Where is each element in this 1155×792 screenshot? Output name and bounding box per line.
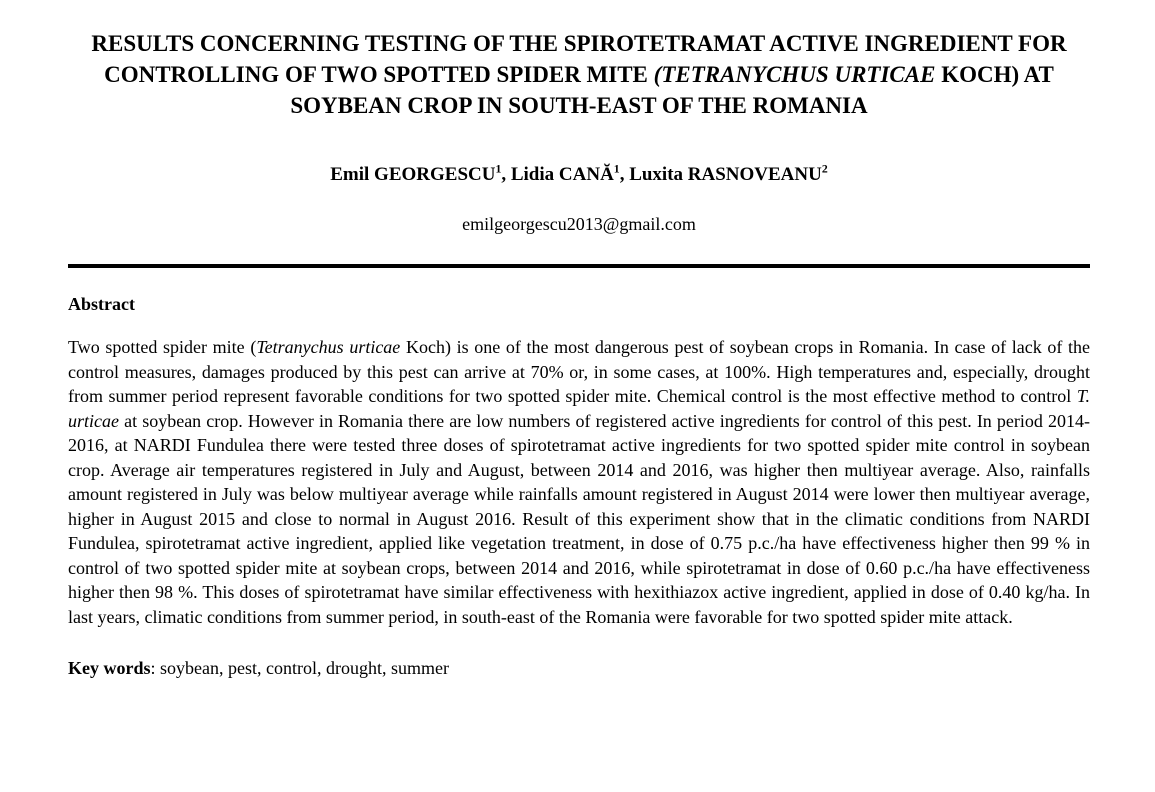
paper-title: RESULTS CONCERNING TESTING OF THE SPIROTETRAMAT ACTIVE INGREDIENT FOR CONTROLLING OF TWO SPOTTED SPIDER MITE (TETRANYCHUS URTICAE KOCH) AT SOYBEAN CROP IN SOUTH-EAST OF THE ROMANIA [91, 31, 1067, 118]
authors-line: Emil GEORGESCU$^1$, Lidia CANĂ$^1$, Luxita RASNOVEANU$^2$ [330, 162, 828, 185]
contact-email: emilgeorgescu2013@gmail.com [462, 214, 696, 234]
keywords-line: Key words: soybean, pest, control, drought, summer [68, 658, 449, 678]
abstract-text: Two spotted spider mite (Tetranychus urticae Koch) is one of the most dangerous pest of soybean crops in Romania. In case of lack of the control measures, damages produced by this pest can arrive at 70% or, in some cases, at 100%. High temperatures and, especially, drought from summer period represent favorable conditions for two spotted spider mite. Chemical control is the most effective method to control T. urticae at soybean crop. However in Romania there are low numbers of registered active ingredients for control of this pest. In period 2014-2016, at NARDI Fundulea there were tested three doses of spirotetramat active ingredients for two spotted spider mite control in soybean crop. Average air temperatures registered in July and August, between 2014 and 2016, was higher then multiyear average. Also, rainfalls amount registered in July was below multiyear average while rainfalls amount registered in August 2014 were lower then multiyear average, higher in August 2015 and close to normal in August 2016. Result of this experiment show that in the climatic conditions from NARDI Fundulea, spirotetramat active ingredient, applied like vegetation treatment, in dose of 0.75 p.c./ha have effectiveness higher then 99 % in control of two spotted spider mite at soybean crops, between 2014 and 2016, while spirotetramat in dose of 0.60 p.c./ha have effectiveness higher then 98 %. This doses of spirotetramat have similar effectiveness with hexithiazox active ingredient, applied in dose of 0.40 kg/ha. In last years, climatic conditions from summer period, in south-east of the Romania were favorable for two spotted spider mite attack. [68, 337, 1091, 627]
abstract-heading: Abstract [68, 294, 135, 314]
horizontal-rule [68, 264, 1090, 268]
